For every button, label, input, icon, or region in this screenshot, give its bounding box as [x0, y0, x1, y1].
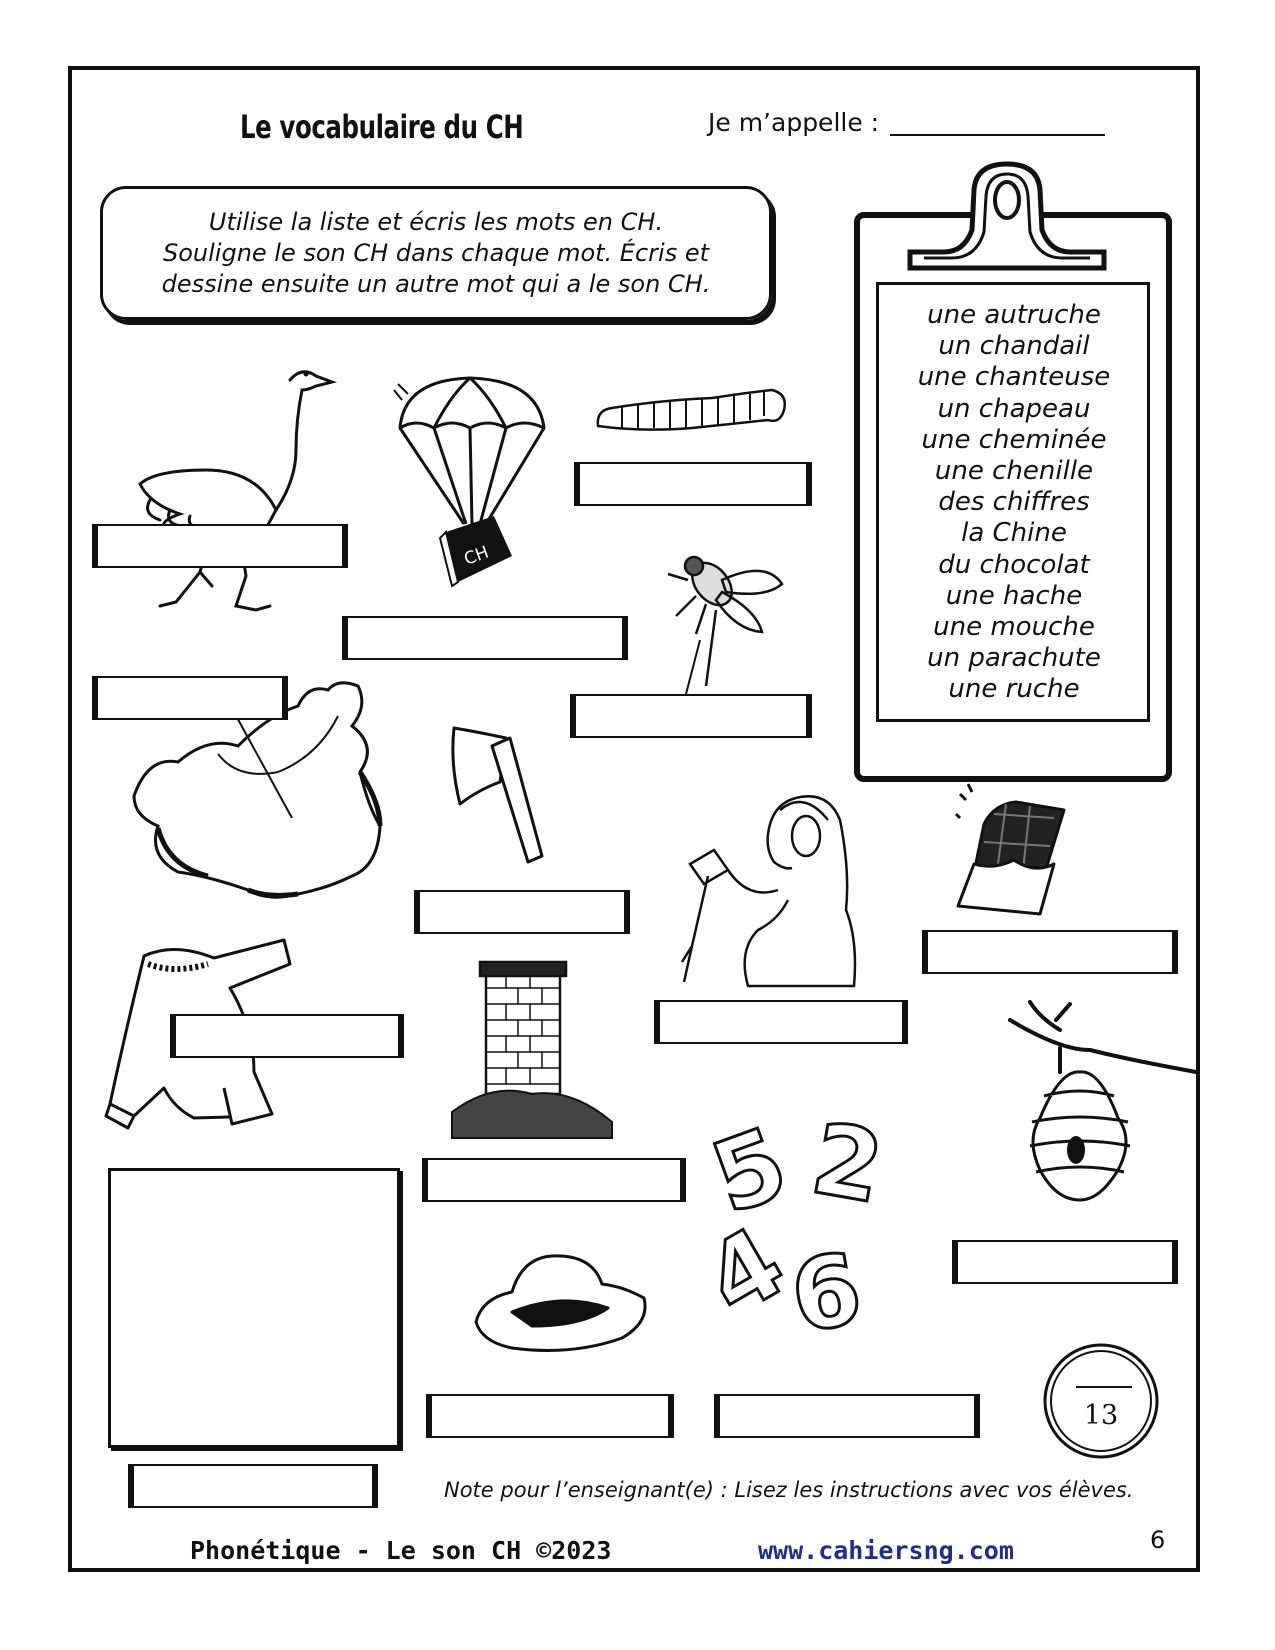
parachute-illustration	[394, 376, 554, 590]
word-list-item: une chanteuse	[917, 362, 1111, 393]
answer-box-parachute[interactable]	[342, 616, 628, 660]
instruction-line: Souligne le son CH dans chaque mot. Écris et	[163, 239, 709, 267]
word-list-item: une autruche	[927, 300, 1101, 330]
answer-box-axe[interactable]	[414, 890, 630, 934]
answer-box-own-word[interactable]	[128, 1464, 378, 1508]
word-list-item: un chandail	[938, 331, 1090, 362]
chocolate-illustration	[954, 784, 1074, 924]
digit-label: 5	[698, 1106, 802, 1237]
word-list-item: des chiffres	[938, 487, 1090, 518]
numbers-illustration	[687, 1102, 912, 1357]
clipboard-clip-icon	[904, 160, 1110, 270]
answer-box-beehive[interactable]	[952, 1240, 1178, 1284]
answer-box-chimney[interactable]	[422, 1158, 686, 1202]
answer-box-ostrich[interactable]	[92, 524, 348, 568]
answer-box-fly[interactable]	[570, 694, 812, 738]
word-list-item: du chocolat	[938, 549, 1090, 580]
hat-illustration	[472, 1252, 652, 1356]
word-list-item: une chenille	[934, 456, 1094, 487]
answer-box-china[interactable]	[92, 676, 288, 720]
word-list-item: une ruche	[948, 674, 1080, 705]
footer-title: Phonétique - Le son CH ©2023	[190, 1536, 612, 1565]
word-list-item: un chapeau	[937, 393, 1091, 424]
answer-box-numbers[interactable]	[714, 1394, 980, 1438]
fly-illustration	[666, 540, 796, 690]
instruction-line: Utilise la liste et écris les mots en CH.	[208, 208, 664, 236]
teacher-note: Note pour l’enseignant(e) : Lisez les instructions avec vos élèves.	[444, 1478, 1134, 1502]
ostrich-illustration	[130, 350, 350, 610]
beehive-illustration	[1000, 1000, 1200, 1200]
footer-url[interactable]: www.cahiersng.com	[758, 1536, 1014, 1565]
digit-label: 6	[782, 1231, 870, 1357]
word-list	[880, 300, 1148, 706]
name-line[interactable]	[890, 134, 1105, 136]
name-label: Je m’appelle :	[708, 108, 880, 137]
crate-label: CH	[461, 542, 492, 570]
word-list-item: une mouche	[933, 612, 1095, 643]
caterpillar-illustration	[592, 386, 792, 438]
answer-box-chocolate[interactable]	[922, 930, 1178, 974]
singer-illustration	[668, 790, 878, 990]
word-list-item: une hache	[945, 580, 1083, 611]
instructions-box	[100, 186, 772, 320]
drawing-box[interactable]	[108, 1168, 400, 1448]
answer-box-singer[interactable]	[654, 1000, 908, 1044]
score-total: 13	[1083, 1400, 1119, 1431]
chimney-illustration	[452, 962, 622, 1142]
digit-label: 2	[803, 1102, 891, 1227]
answer-box-sweater[interactable]	[170, 1014, 404, 1058]
word-list-item: une cheminée	[921, 424, 1107, 455]
answer-box-hat[interactable]	[426, 1394, 674, 1438]
axe-illustration	[448, 724, 548, 868]
word-list-item: un parachute	[927, 643, 1101, 674]
word-list-item: la Chine	[961, 518, 1067, 549]
instruction-line: dessine ensuite un autre mot qui a le son CH.	[161, 270, 711, 298]
digit-label: 4	[687, 1205, 804, 1339]
page-title: Le vocabulaire du CH	[240, 108, 524, 146]
page-number: 6	[1150, 1526, 1166, 1554]
answer-box-caterpillar[interactable]	[574, 462, 812, 506]
